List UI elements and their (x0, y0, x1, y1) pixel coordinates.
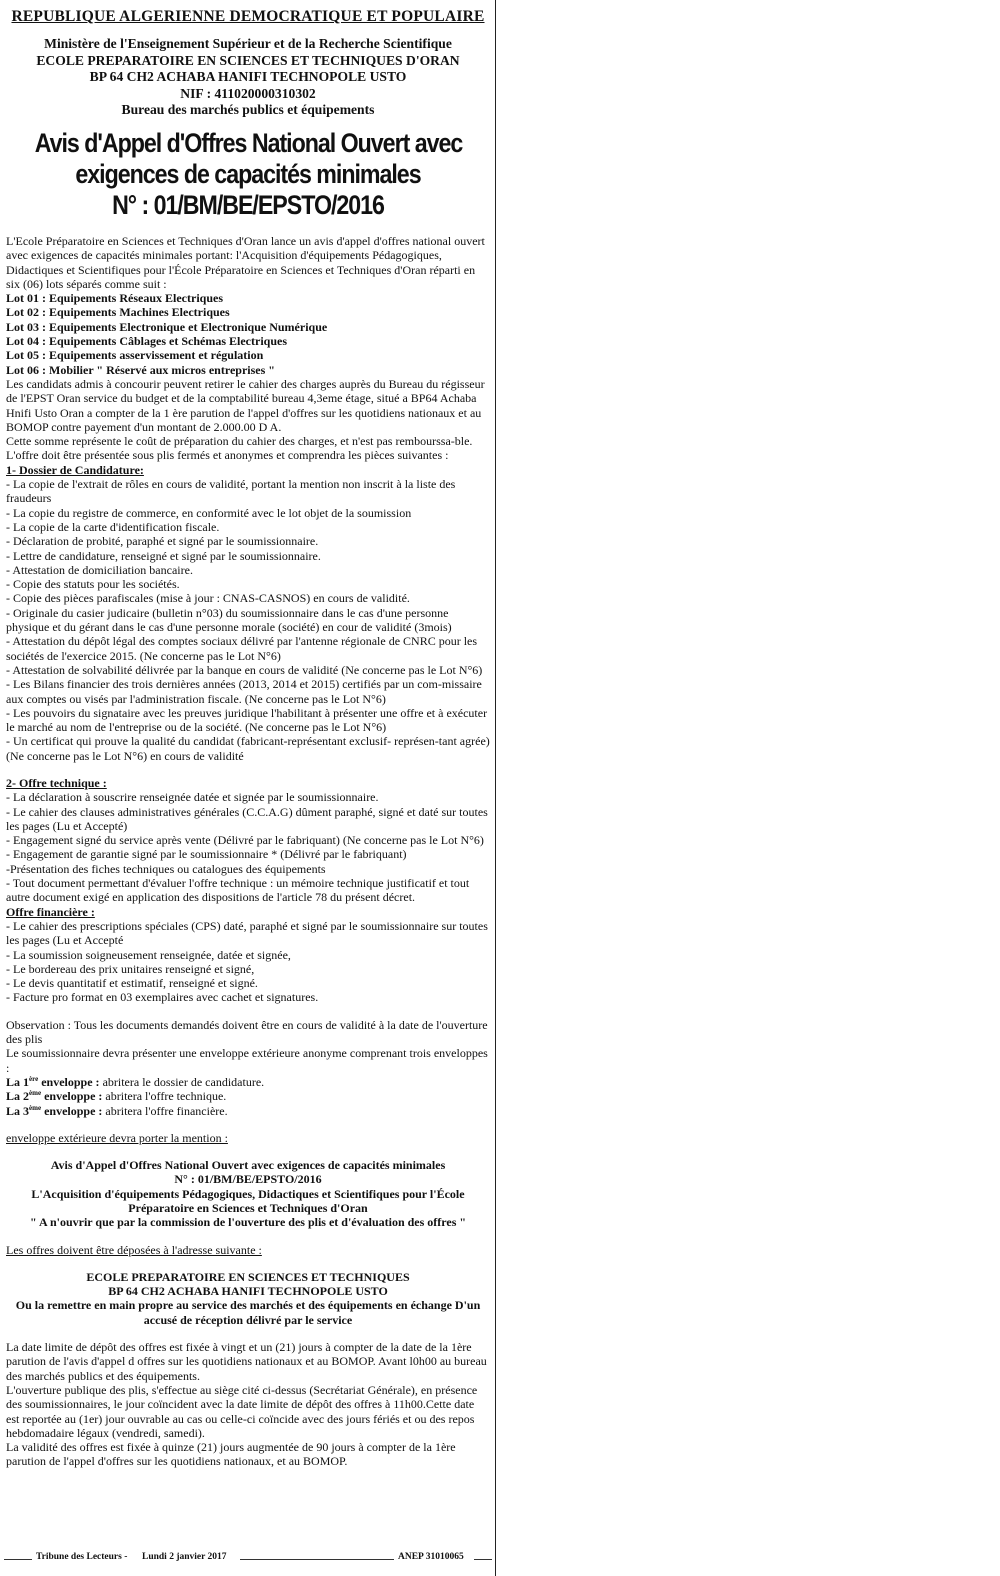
retrait-paragraph: Les candidats admis à concourir peuvent retirer le cahier des charges auprès du Bureau du régisseur de l'EPST Oran service du budget et de la comptabilité bureau 4,3eme étage, situé a BP64 Achaba Hnifi Usto Oran a compter de la 1 ère parution de l'appel d'offres sur les quotidiens nationaux et au BOMOP contre payement d'un montant de 2.000.00 D A. (6, 376, 485, 434)
financiere-heading: Offre financière : (6, 904, 95, 919)
footer-source: Tribune des Lecteurs - (36, 1552, 128, 1562)
notice-title (35, 128, 462, 221)
list-item: - Attestation de domiciliation bancaire. (6, 562, 193, 577)
school-name: ECOLE PREPARATOIRE EN SCIENCES ET TECHNIQUES D'ORAN (36, 52, 460, 68)
technique-heading: 2- Offre technique : (6, 775, 107, 790)
technique-list (6, 790, 490, 904)
list-item: - La copie de l'extrait de rôles en cours de validité, portant la mention non inscrit à la liste des fraudeurs (6, 477, 456, 506)
mention-line-2: N° : 01/BM/BE/EPSTO/2016 (174, 1172, 322, 1187)
list-item: - Engagement de garantie signé par le soumissionnaire * (Délivré par le fabriquant) (6, 847, 407, 862)
spacer (6, 1257, 490, 1270)
footer-rule-left (4, 1559, 32, 1560)
list-item: - Les pouvoirs du signataire avec les preuves juridique l'habilitant à présenter une offre et à exécuter le marché au nom de l'entreprise ou de la société. (Ne concerne pas le Lot N°6) (6, 705, 488, 735)
list-item: - Copie des statuts pour les sociétés. (6, 577, 180, 592)
intro-paragraph: L'Ecole Préparatoire en Sciences et Techniques d'Oran lance un avis d'appel d'offres national ouvert avec exigences de capacités minimales portant: l'Acquisition d'équipements Pédagogiques, Didactiques et Scientifiques pour l'École Préparatoire en Sciences et Techniques d'Oran réparti en six (06) lots séparés comme suit : (6, 234, 485, 291)
title-line-3: N° : 01/BM/BE/EPSTO/2016 (112, 190, 384, 220)
enveloppe-item: La 1ère enveloppe : abritera le dossier de candidature. (6, 1074, 265, 1089)
depot-line-1: ECOLE PREPARATOIRE EN SCIENCES ET TECHNIQUES (86, 1269, 410, 1284)
list-item: - Déclaration de probité, paraphé et signé par le soumissionnaire. (6, 534, 319, 549)
financiere-list (6, 919, 490, 1005)
list-item: - Attestation de solvabilité délivrée par la banque en cours de validité (Ne concerne pas le Lot N°6) (6, 662, 483, 677)
list-item: - Le cahier des prescriptions spéciales (CPS) daté, paraphé et signé par le soumissionnaire sur toutes les pages (Lu et Accepté (6, 918, 488, 948)
bureau-name: Bureau des marchés publics et équipements (121, 102, 375, 117)
date-limite-paragraph: La date limite de dépôt des offres est fixée à vingt et un (21) jours à compter de la date de la 1ère parution de l'avis d'appel d offres sur les quotidiens nationaux et au BOMOP. Avant l0h00 au bureau des marchés publics et des équipements. (6, 1340, 487, 1383)
mention-line-4: " A n'ouvrir que par la commission de l'ouverture des plis et d'évaluation des offres " (29, 1215, 467, 1230)
list-item: - Le bordereau des prix unitaires renseigné et signé, (6, 961, 255, 976)
ministry-name: Ministère de l'Enseignement Supérieur et de la Recherche Scientifique (44, 36, 452, 51)
lot-item: Lot 05 : Equipements asservissement et régulation (6, 348, 264, 363)
list-item: - Originale du casier judicaire (bulletin n°03) du soumissionnaire dans le cas d'une personne physique et du gérant dans le cas d'une personne morale (société) en cour de validité (3mois) (6, 605, 452, 635)
institution-block (4, 36, 492, 119)
somme-paragraph: Cette somme représente le coût de préparation du cahier des charges, et n'est pas rembourssa-ble. (6, 434, 473, 449)
enveloppe-item: La 2ème enveloppe : abritera l'offre technique. (6, 1089, 227, 1104)
offre-intro: L'offre doit être présentée sous plis fermés et anonymes et comprendra les pièces suivantes : (6, 448, 449, 463)
spacer (6, 1145, 490, 1158)
list-item: - Attestation du dépôt légal des comptes sociaux délivré par l'antenne régionale de CNRC pour les sociétés de l'exercice 2015. (Ne concerne pas le Lot N°6) (6, 634, 478, 663)
nif-number: NIF : 411020000310302 (180, 85, 316, 101)
enveloppe-intro: Le soumissionnaire devra présenter une enveloppe extérieure anonyme comprenant trois enveloppes : (6, 1046, 488, 1075)
mention-heading: enveloppe extérieure devra porter la mention : (6, 1130, 228, 1145)
list-item: - Tout document permettant d'évaluer l'offre technique : un mémoire technique justificatif et tout autre document exigé en application des dispositions de l'article 78 du présent décret. (6, 876, 470, 905)
tender-notice (0, 0, 496, 1576)
validite-paragraph: La validité des offres est fixée à quinze (21) jours augmentée de 90 jours à compter de la 1ère parution de l'appel d'offres sur les quotidiens nationaux, et au BOMOP. (6, 1440, 456, 1469)
depot-line-3: Ou la remettre en main propre au service des marchés et des équipements en échange D'un accusé de réception délivré par le service (15, 1298, 481, 1327)
list-item: - Facture pro format en 03 exemplaires avec cachet et signatures. (6, 990, 319, 1005)
page-footer (0, 1547, 496, 1571)
mention-block (6, 1158, 490, 1229)
lot-item: Lot 01 : Equipements Réseaux Electriques (6, 291, 223, 306)
enveloppes-list (6, 1075, 490, 1118)
list-item: - La copie du registre de commerce, en conformité avec le lot objet de la soumission (6, 505, 412, 520)
depot-line-2: BP 64 CH2 ACHABA HANIFI TECHNOPOLE USTO (108, 1284, 388, 1299)
footer-date: Lundi 2 janvier 2017 (142, 1552, 227, 1562)
spacer (6, 1327, 490, 1340)
lot-item: Lot 02 : Equipements Machines Electriques (6, 305, 230, 320)
list-item: - Un certificat qui prouve la qualité du candidat (fabricant-représentant exclusif- représen-tant agrée) (Ne concerne pas le Lot N°6) en cours de validité (6, 734, 490, 763)
lot-item: Lot 06 : Mobilier " Réservé aux micros entreprises " (6, 362, 275, 377)
spacer (6, 1230, 490, 1243)
title-line-1: Avis d'Appel d'Offres National Ouvert avec (34, 128, 463, 158)
depot-heading: Les offres doivent être déposées à l'adresse suivante : (6, 1242, 262, 1257)
lot-item: Lot 04 : Equipements Câblages et Schémas Electriques (6, 334, 287, 349)
title-line-2: exigences de capacités minimales (75, 159, 421, 189)
country-heading: REPUBLIQUE ALGERIENNE DEMOCRATIQUE ET POPULAIRE (11, 8, 485, 25)
mention-line-1: Avis d'Appel d'Offres National Ouvert avec exigences de capacités minimales (50, 1158, 446, 1173)
notice-body (6, 234, 490, 1469)
observation-paragraph: Observation : Tous les documents demandés doivent être en cours de validité à la date de l'ouverture des plis (6, 1017, 488, 1047)
spacer (6, 763, 490, 776)
ouverture-paragraph: L'ouverture publique des plis, s'effectue au siège cité ci-dessus (Secrétariat Générale), en présence des soumissionnaires, le jour coïncident avec la date limite de dépôt des offres à 11h00.Cette date est reportée au (1er) jour ouvrable au cas ou celle-ci coïncide avec des jours fériés et ou des repos hebdomadaire légaux (vendredi, samedi). (6, 1382, 478, 1440)
list-item: - La soumission soigneusement renseignée, datée et signée, (6, 947, 291, 962)
spacer (6, 1005, 490, 1018)
depot-block (6, 1270, 490, 1327)
list-item: - La déclaration à souscrire renseignée datée et signée par le soumissionnaire. (6, 790, 379, 805)
list-item: -Présentation des fiches techniques ou catalogues des équipements (6, 861, 326, 876)
enveloppe-item: La 3ème enveloppe : abritera l'offre financière. (6, 1103, 228, 1118)
list-item: - Le cahier des clauses administratives générales (C.C.A.G) dûment paraphé, signé et daté sur toutes les pages (Lu et Accepté) (6, 804, 488, 833)
lots-list (6, 291, 490, 377)
list-item: - Engagement signé du service après vente (Délivré par le fabriquant) (Ne concerne pas le Lot N°6) (6, 833, 484, 848)
list-item: - Les Bilans financier des trois dernières années (2013, 2014 et 2015) certifiés par un com-missaire aux comptes ou visés par l'administration fiscale. (Ne concerne pas le Lot N°6) (6, 677, 482, 706)
list-item: - La copie de la carte d'identification fiscale. (6, 519, 220, 534)
lot-item: Lot 03 : Equipements Electronique et Electronique Numérique (6, 319, 328, 334)
dossier-list (6, 477, 490, 763)
footer-rule-mid (240, 1559, 394, 1560)
list-item: - Lettre de candidature, renseigné et signé par le soumissionnaire. (6, 548, 321, 563)
list-item: - Copie des pièces parafiscales (mise à jour : CNAS-CASNOS) en cours de validité. (6, 591, 410, 606)
footer-rule-right (474, 1559, 492, 1560)
list-item: - Le devis quantitatif et estimatif, renseigné et signé. (6, 976, 258, 991)
dossier-heading: 1- Dossier de Candidature: (6, 462, 144, 477)
footer-reference: ANEP 31010065 (398, 1552, 464, 1562)
spacer (6, 1118, 490, 1131)
school-address: BP 64 CH2 ACHABA HANIFI TECHNOPOLE USTO (89, 69, 407, 84)
mention-line-3: L'Acquisition d'équipements Pédagogiques, Didactiques et Scientifiques pour l'École Préparatoire en Sciences et Techniques d'Oran (31, 1186, 465, 1215)
